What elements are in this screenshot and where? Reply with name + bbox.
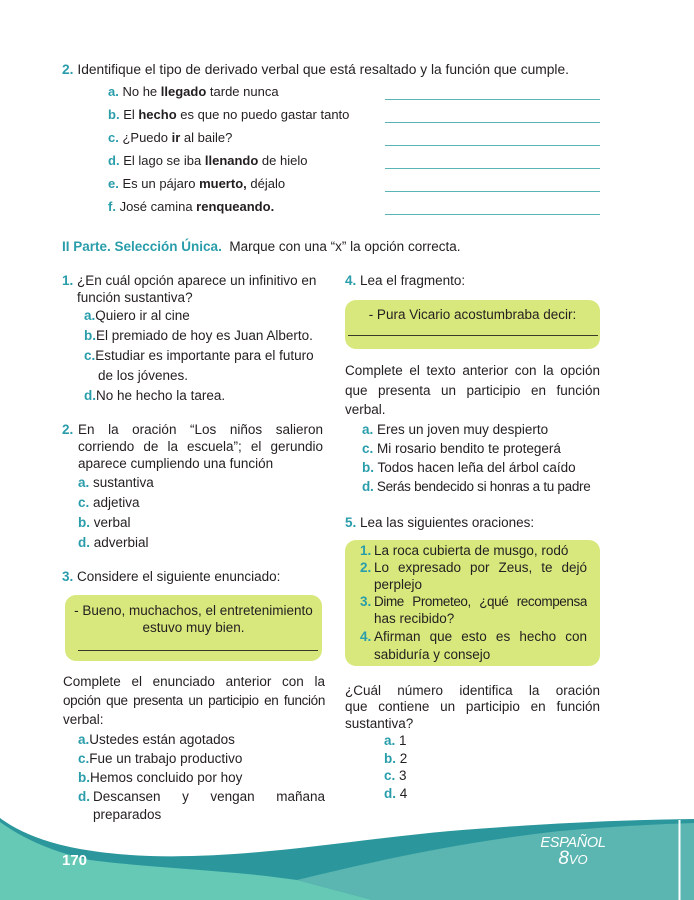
option-d[interactable]: d. adverbial xyxy=(78,535,149,550)
option-d[interactable]: d. Serás bendecido si honras a tu padre xyxy=(362,479,591,494)
option-a[interactable]: a. 1 xyxy=(384,733,407,748)
highlighted-word: llegado xyxy=(160,84,207,99)
answer-line-e[interactable] xyxy=(385,177,600,192)
fragment-blank-input[interactable] xyxy=(348,323,598,336)
question-line: ¿Cuál número identifica la oración xyxy=(345,683,600,698)
option-b[interactable]: b.El premiado de hoy es Juan Alberto. xyxy=(84,328,313,343)
highlighted-word: renqueando. xyxy=(196,199,275,214)
statement-blank-input[interactable] xyxy=(78,638,318,651)
question-prompt: aparece cumpliendo una función xyxy=(78,456,274,471)
part2-header xyxy=(62,239,460,255)
question-prompt: ¿En cuál opción aparece un infinitivo en xyxy=(77,273,317,288)
statement-line: - Bueno, muchachos, el entretenimiento xyxy=(74,603,313,618)
sentence-text: Afirman que esto es hecho con xyxy=(374,629,587,644)
item-b: b. El hecho es que no puedo gastar tanto xyxy=(108,107,350,122)
sentence-text: Dime Prometeo, ¿qué recompensa xyxy=(374,594,587,609)
option-d-continued: preparados xyxy=(93,807,162,822)
item-e: e. Es un pájaro muerto, déjalo xyxy=(108,176,286,191)
question-prompt: corriendo de la escuela”; el gerundio xyxy=(78,439,323,454)
answer-line-b[interactable] xyxy=(385,108,600,123)
instruction-line: opción que presenta un participio en función xyxy=(63,693,325,708)
option-b[interactable]: b. Todos hacen leña del árbol caído xyxy=(362,460,576,475)
option-d[interactable]: d.No he hecho la tarea. xyxy=(84,388,226,403)
question-number: 5. xyxy=(345,515,357,530)
instruction-line: Complete el texto anterior con la opción xyxy=(345,363,600,378)
highlighted-word: llenando xyxy=(204,153,259,168)
option-d[interactable]: Descansen y vengan mañana xyxy=(93,789,325,804)
sentence-number: 4. xyxy=(360,629,372,644)
subject-label: ESPAÑOL xyxy=(540,835,606,851)
option-c[interactable]: c.Fue un trabajo productivo xyxy=(78,751,243,766)
option-a[interactable]: a.Quiero ir al cine xyxy=(84,308,190,323)
sentence-number: 3. xyxy=(360,594,372,609)
option-c-continued: de los jóvenes. xyxy=(98,368,189,383)
sentence-text: Lo expresado por Zeus, te dejó xyxy=(374,560,587,575)
question-prompt: 4. Lea el fragmento: xyxy=(345,273,466,288)
grade-label: 8VO xyxy=(558,848,588,869)
item-d: d. El lago se iba llenando de hielo xyxy=(108,153,308,168)
answer-line-a[interactable] xyxy=(385,85,600,100)
question-prompt: 2. Identifique el tipo de derivado verbal que está resaltado y la función que cumple. xyxy=(62,62,570,77)
question-prompt: función sustantiva? xyxy=(77,290,193,305)
option-c[interactable]: c.Estudiar es importante para el futuro xyxy=(84,348,314,363)
option-c[interactable]: c. 3 xyxy=(384,768,407,783)
item-c: c. ¿Puedo ir al baile? xyxy=(108,130,233,145)
question-line: sustantiva? xyxy=(345,716,414,731)
statement-line: estuvo muy bien. xyxy=(142,620,245,635)
sentence-number: 1. xyxy=(360,543,372,558)
instruction-line: Complete el enunciado anterior con la xyxy=(63,674,325,689)
instruction-line: verbal. xyxy=(345,402,386,417)
fragment-text: - Pura Vicario acostumbraba decir: xyxy=(368,307,577,322)
answer-line-f[interactable] xyxy=(385,200,600,215)
instruction-line: que presenta un participio en función xyxy=(345,383,600,398)
highlighted-word: hecho xyxy=(138,107,177,122)
item-f: f. José camina renqueando. xyxy=(108,199,275,214)
question-number: 1. xyxy=(62,273,74,288)
option-b[interactable]: b. verbal xyxy=(78,515,131,530)
question-prompt: 5. Lea las siguientes oraciones: xyxy=(345,515,535,530)
question-prompt: 3. Considere el siguiente enunciado: xyxy=(62,569,281,584)
option-a[interactable]: a. sustantiva xyxy=(78,475,154,490)
highlighted-word: ir xyxy=(171,130,181,145)
instruction-line: verbal: xyxy=(63,712,104,727)
sentence-text: perplejo xyxy=(374,577,423,592)
option-b[interactable]: b.Hemos concluido por hoy xyxy=(78,770,243,785)
option-a[interactable]: a.Ustedes están agotados xyxy=(78,732,235,747)
section-title: II Parte. Selección Única. xyxy=(62,239,222,254)
highlighted-word: muerto, xyxy=(199,176,247,191)
question-number: 3. xyxy=(62,569,74,584)
option-d[interactable]: d. 4 xyxy=(384,786,408,801)
page-number: 170 xyxy=(62,852,88,869)
question-number: 4. xyxy=(345,273,357,288)
sentence-number: 2. xyxy=(360,560,372,575)
question-number: 2. xyxy=(62,62,74,77)
option-b[interactable]: b. 2 xyxy=(384,751,408,766)
section-instruction: Marque con una “x” la opción correcta. xyxy=(229,239,461,254)
answer-line-c[interactable] xyxy=(385,131,600,146)
sentence-text: has recibido? xyxy=(374,611,455,626)
item-a: a. No he llegado tarde nunca xyxy=(108,84,279,99)
option-d-letter[interactable]: d. xyxy=(78,789,90,804)
option-c[interactable]: c. adjetiva xyxy=(78,495,140,510)
question-number: 2. xyxy=(62,422,74,437)
sentence-text: sabiduría y consejo xyxy=(374,647,491,662)
answer-line-d[interactable] xyxy=(385,154,600,169)
question-prompt: En la oración “Los niños salieron xyxy=(78,422,323,437)
sentence-text: La roca cubierta de musgo, rodó xyxy=(374,543,569,558)
option-c[interactable]: c. Mi rosario bendito te protegerá xyxy=(362,441,561,456)
question-line: que contiene un participio en función xyxy=(345,699,600,714)
option-a[interactable]: a. Eres un joven muy despierto xyxy=(362,422,549,437)
